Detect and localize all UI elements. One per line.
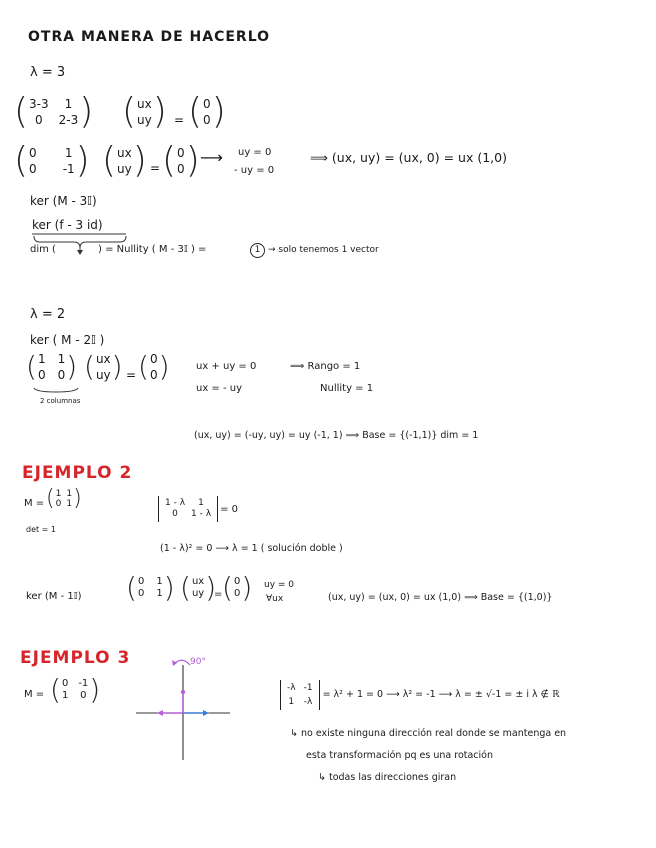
dim-circle: 1	[250, 243, 265, 258]
k-result: (ux, uy) = (ux, 0) = ux (1,0) ⟹ Base = {(1,0)}	[328, 592, 553, 603]
dim-text: ) = Nullity ( M - 3𝕀 ) =	[98, 244, 207, 255]
k-eq-a: uy = 0	[264, 580, 295, 590]
vector-r-s2: ( 0 0 )	[138, 350, 170, 383]
ker-e2: ker (M - 1𝕀)	[26, 591, 82, 602]
note-2: esta transformación pq es una rotación	[306, 750, 493, 761]
rotation-label: 90°	[190, 657, 206, 667]
matrix-e3: ( 0 -1 1 0 )	[50, 673, 101, 706]
s2-eq-b: ux = - uy	[196, 383, 243, 394]
char-line: (1 - λ)² = 0 ⟶ λ = 1 ( solución doble )	[160, 543, 343, 554]
ker-line-3: ker ( M - 2𝕀 )	[30, 333, 105, 347]
matrix-m1: ( 3-3 1 0 2-3 )	[14, 91, 94, 132]
m-label-3: M =	[24, 689, 45, 700]
dim-open: dim (	[30, 244, 56, 255]
ker-line-1: ker (M - 3𝕀)	[30, 194, 97, 208]
result: ⟹ (ux, uy) = (ux, 0) = ux (1,0)	[310, 150, 507, 165]
ejemplo-3-title: EJEMPLO 3	[20, 648, 131, 668]
vector-e2-ker: ( ux uy )	[180, 571, 217, 604]
note-columns: 2 columnas	[40, 397, 81, 405]
dim-note: → solo tenemos 1 vector	[268, 245, 379, 255]
ker-line-2: ker (f - 3 id)	[32, 218, 103, 232]
m-label: M =	[24, 498, 45, 509]
vector-s2: ( ux uy )	[84, 350, 123, 383]
matrix-e2-ker: ( 0 1 0 1 )	[126, 571, 175, 604]
det-value: det = 1	[26, 525, 57, 534]
vector-v2: ( ux uy )	[102, 140, 147, 181]
section-title: OTRA MANERA DE HACERLO	[28, 29, 271, 45]
note-3: ↳ todas las direcciones giran	[318, 772, 457, 783]
equals: =	[126, 368, 137, 382]
rango: ⟹ Rango = 1	[290, 361, 361, 372]
eq-b: - uy = 0	[234, 165, 275, 176]
nullity: Nullity = 1	[320, 383, 374, 394]
equals: =	[150, 161, 161, 175]
matrix-s2: ( 1 1 0 0 )	[26, 350, 78, 383]
det-e2: 1 - λ 1 0 1 - λ = 0	[158, 496, 238, 522]
equals: =	[174, 113, 185, 127]
vector-e2-r: ( 0 0 )	[222, 571, 253, 604]
det-e3: -λ -1 1 -λ = λ² + 1 = 0 ⟶ λ² = -1 ⟶ λ = ± √-1 = ± i λ ∉ ℝ	[280, 680, 560, 710]
arrow-icon: ⟶	[200, 148, 223, 167]
equals: =	[214, 589, 223, 600]
vector-v1: ( ux uy )	[122, 91, 167, 132]
lambda-2: λ = 2	[30, 307, 66, 322]
base-line: (ux, uy) = (-uy, uy) = uy (-1, 1) ⟹ Base = {(-1,1)} dim = 1	[194, 430, 479, 441]
matrix-e2: ( 1 1 0 1 )	[46, 486, 82, 511]
matrix-m2: ( 0 1 0 -1 )	[14, 140, 90, 181]
note-1: ↳ no existe ninguna dirección real donde se mantenga en	[290, 728, 567, 739]
lambda-3: λ = 3	[30, 65, 66, 80]
vector-r2: ( 0 0 )	[162, 140, 200, 181]
ejemplo-2-title: EJEMPLO 2	[22, 463, 133, 483]
s2-eq-a: ux + uy = 0	[196, 361, 257, 372]
eq-a: uy = 0	[238, 147, 272, 158]
k-eq-b: ∀ux	[266, 594, 284, 604]
vector-r1: ( 0 0 )	[188, 91, 226, 132]
